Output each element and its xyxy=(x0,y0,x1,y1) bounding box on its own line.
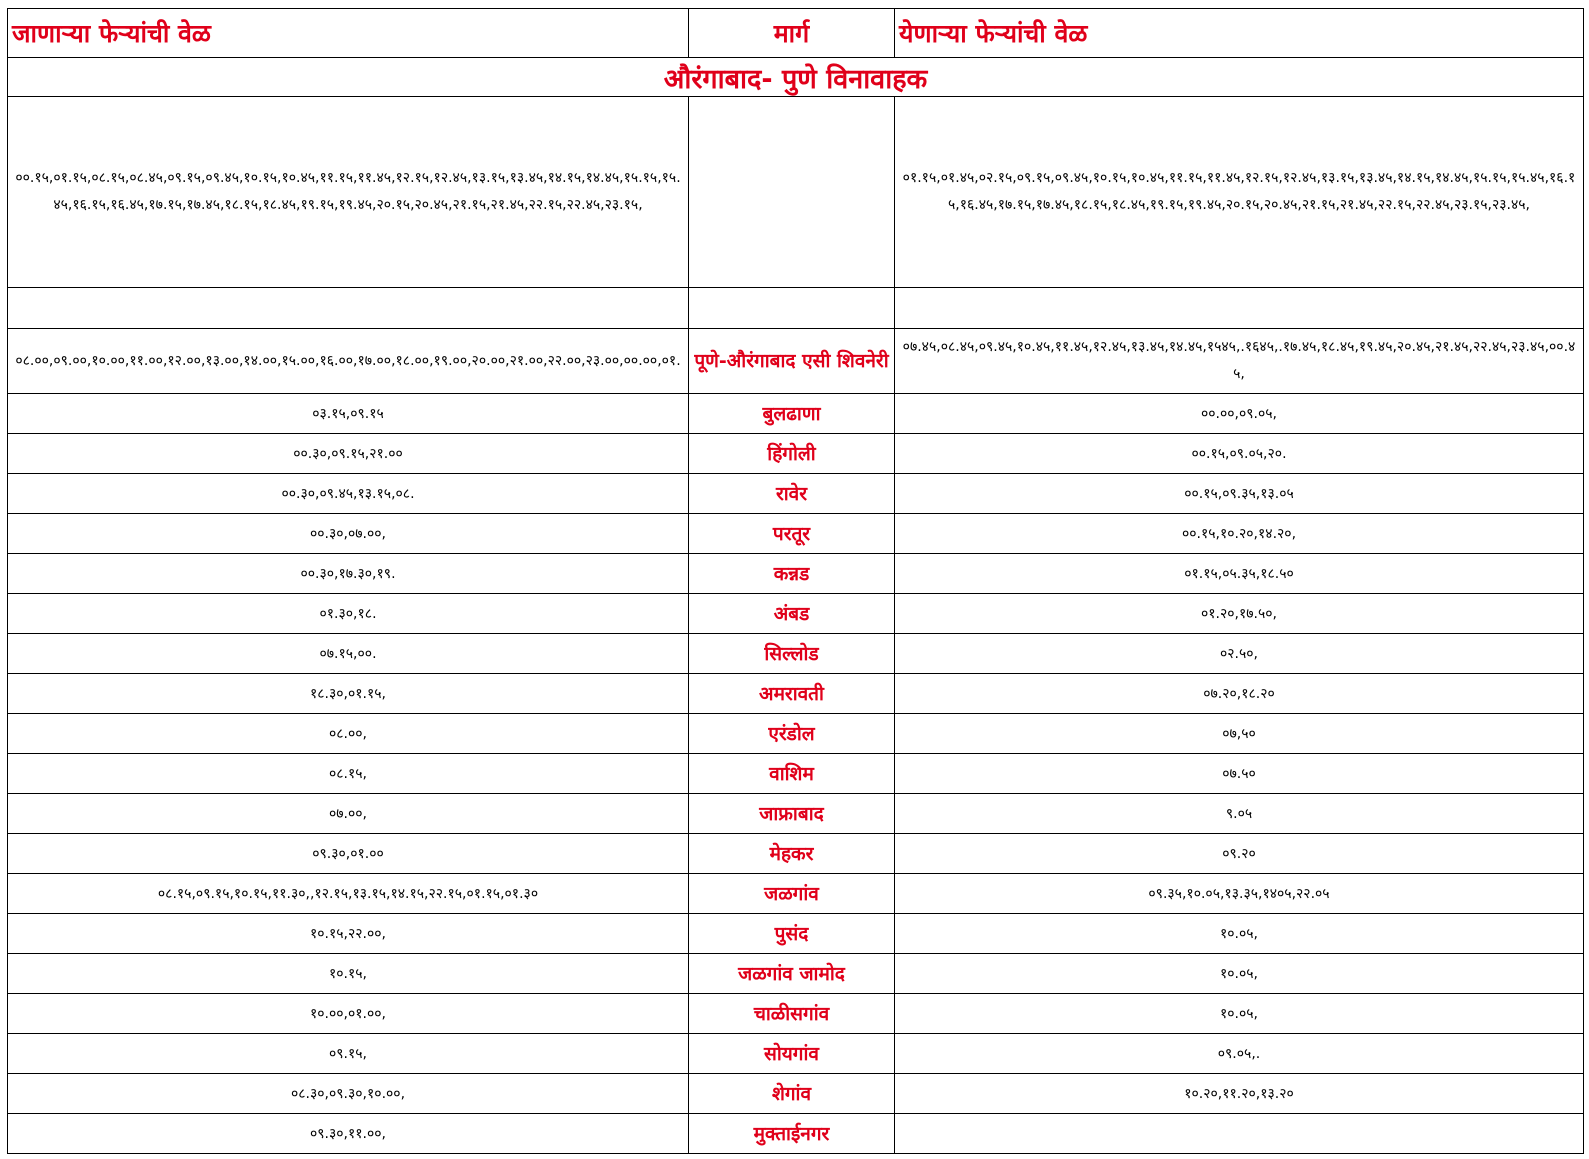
departure-times: ०९.३०,०१.०० xyxy=(8,834,689,874)
route-name: एरंडोल xyxy=(689,714,895,754)
arrival-times: ०७.२०,१८.२० xyxy=(895,674,1584,714)
departure-times: ०९.१५, xyxy=(8,1034,689,1074)
blank-cell xyxy=(689,288,895,329)
arrival-times: ०१.१५,०५.३५,१८.५० xyxy=(895,554,1584,594)
table-row xyxy=(8,514,1584,554)
arrival-times: ९.०५ xyxy=(895,794,1584,834)
table-row xyxy=(8,994,1584,1034)
non-conductor-row xyxy=(8,97,1584,288)
arrival-times: ००.१५,०९.०५,२०. xyxy=(895,434,1584,474)
table-row xyxy=(8,834,1584,874)
arrival-times: १०.०५, xyxy=(895,954,1584,994)
arrival-times: ०७,५० xyxy=(895,714,1584,754)
table-row xyxy=(8,634,1584,674)
arrival-times: ००.१५,१०.२०,१४.२०, xyxy=(895,514,1584,554)
table-row xyxy=(8,674,1584,714)
table-row xyxy=(8,874,1584,914)
table-row xyxy=(8,954,1584,994)
route-name: अंबड xyxy=(689,594,895,634)
table-row xyxy=(8,434,1584,474)
departure-times: ०८.१५, xyxy=(8,754,689,794)
route-name: जळगांव xyxy=(689,874,895,914)
blank-cell xyxy=(895,288,1584,329)
non-conductor-arrivals: ०१.१५,०१.४५,०२.१५,०९.१५,०९.४५,१०.१५,१०.४५,११.१५,११.४५,१२.१५,१२.४५,१३.१५,१३.४५,१४.१५,१४.४५,१५.१५,१५.४५,१६.१५,१६.४५,१७.१५,१७.४५,१८.१५,१८.४५,१९.१५,१९.४५,२०.१५,२०.४५,२१.१५,२१.४५,२२.१५,२२.४५,२३.१५,२३.४५, xyxy=(895,97,1584,288)
arrival-times xyxy=(895,1114,1584,1154)
arrival-times: ०९.३५,१०.०५,१३.३५,१४०५,२२.०५ xyxy=(895,874,1584,914)
arrival-times: ०१.२०,१७.५०, xyxy=(895,594,1584,634)
table-row xyxy=(8,1034,1584,1074)
departure-times: ०७.१५,००. xyxy=(8,634,689,674)
bus-schedule-table xyxy=(7,8,1584,1154)
arrival-times: ०२.५०, xyxy=(895,634,1584,674)
route-name: सिल्लोड xyxy=(689,634,895,674)
table-row xyxy=(8,794,1584,834)
header-row xyxy=(8,9,1584,58)
departure-times: ००.३०,१७.३०,१९. xyxy=(8,554,689,594)
route-name: हिंगोली xyxy=(689,434,895,474)
arrival-times: ००.१५,०९.३५,१३.०५ xyxy=(895,474,1584,514)
arrival-header: येणाऱ्या फेऱ्यांची वेळ xyxy=(895,9,1584,58)
route-name: परतूर xyxy=(689,514,895,554)
shivneri-row xyxy=(8,329,1584,394)
route-name: सोयगांव xyxy=(689,1034,895,1074)
route-name: वाशिम xyxy=(689,754,895,794)
departure-times: ०८.१५,०९.१५,१०.१५,११.३०,,१२.१५,१३.१५,१४.१५,२२.१५,०१.१५,०१.३० xyxy=(8,874,689,914)
departure-times: ०७.००, xyxy=(8,794,689,834)
departure-times: १८.३०,०१.१५, xyxy=(8,674,689,714)
route-name: चाळीसगांव xyxy=(689,994,895,1034)
arrival-times: १०.२०,११.२०,१३.२० xyxy=(895,1074,1584,1114)
section-title: औरंगाबाद- पुणे विनावाहक xyxy=(8,58,1584,97)
route-name: मेहकर xyxy=(689,834,895,874)
route-name: मुक्ताईनगर xyxy=(689,1114,895,1154)
table-row xyxy=(8,474,1584,514)
departure-times: ०३.१५,०९.१५ xyxy=(8,394,689,434)
section-title-row xyxy=(8,58,1584,97)
departure-times: १०.१५, xyxy=(8,954,689,994)
departure-times: ००.३०,०९.१५,२१.०० xyxy=(8,434,689,474)
route-name: रावेर xyxy=(689,474,895,514)
route-name: पुसंद xyxy=(689,914,895,954)
table-row xyxy=(8,914,1584,954)
route-name: कन्नड xyxy=(689,554,895,594)
route-header: मार्ग xyxy=(689,9,895,58)
departure-times: ०९.३०,११.००, xyxy=(8,1114,689,1154)
departure-times: ०१.३०,१८. xyxy=(8,594,689,634)
table-row xyxy=(8,1114,1584,1154)
arrival-times: ०७.५० xyxy=(895,754,1584,794)
route-name: बुलढाणा xyxy=(689,394,895,434)
arrival-times: ०९.२० xyxy=(895,834,1584,874)
table-row xyxy=(8,754,1584,794)
departure-times: ००.३०,०७.००, xyxy=(8,514,689,554)
table-row xyxy=(8,394,1584,434)
shivneri-arrivals: ०७.४५,०८.४५,०९.४५,१०.४५,११.४५,१२.४५,१३.४५,१४.४५,१५४५,.१६४५,.१७.४५,१८.४५,१९.४५,२०.४५,२१.४५,२२.४५,२३.४५,००.४५, xyxy=(895,329,1584,394)
arrival-times: १०.०५, xyxy=(895,994,1584,1034)
departure-header: जाणाऱ्या फेऱ्यांची वेळ xyxy=(8,9,689,58)
non-conductor-route-cell xyxy=(689,97,895,288)
route-name: शेगांव xyxy=(689,1074,895,1114)
departure-times: ०८.३०,०९.३०,१०.००, xyxy=(8,1074,689,1114)
departure-times: १०.१५,२२.००, xyxy=(8,914,689,954)
blank-cell xyxy=(8,288,689,329)
departure-times: ००.३०,०९.४५,१३.१५,०८. xyxy=(8,474,689,514)
shivneri-departures: ०८.००,०९.००,१०.००,११.००,१२.००,१३.००,१४.००,१५.००,१६.००,१७.००,१८.००,१९.००,२०.००,२१.००,२२.००,२३.००,००.००,०१. xyxy=(8,329,689,394)
non-conductor-departures: ००.१५,०१.१५,०८.१५,०८.४५,०९.१५,०९.४५,१०.१५,१०.४५,११.१५,११.४५,१२.१५,१२.४५,१३.१५,१३.४५,१४.१५,१४.४५,१५.१५,१५.४५,१६.१५,१६.४५,१७.१५,१७.४५,१८.१५,१८.४५,१९.१५,१९.४५,२०.१५,२०.४५,२१.१५,२१.४५,२२.१५,२२.४५,२३.१५, xyxy=(8,97,689,288)
blank-row xyxy=(8,288,1584,329)
table-row xyxy=(8,714,1584,754)
route-name: अमरावती xyxy=(689,674,895,714)
departure-times: १०.००,०१.००, xyxy=(8,994,689,1034)
table-row xyxy=(8,554,1584,594)
shivneri-route: पूणे-औरंगाबाद एसी शिवनेरी xyxy=(689,329,895,394)
route-name: जाफ्राबाद xyxy=(689,794,895,834)
route-name: जळगांव जामोद xyxy=(689,954,895,994)
table-row xyxy=(8,1074,1584,1114)
arrival-times: ००.००,०९.०५, xyxy=(895,394,1584,434)
departure-times: ०८.००, xyxy=(8,714,689,754)
arrival-times: १०.०५, xyxy=(895,914,1584,954)
arrival-times: ०९.०५,. xyxy=(895,1034,1584,1074)
table-row xyxy=(8,594,1584,634)
